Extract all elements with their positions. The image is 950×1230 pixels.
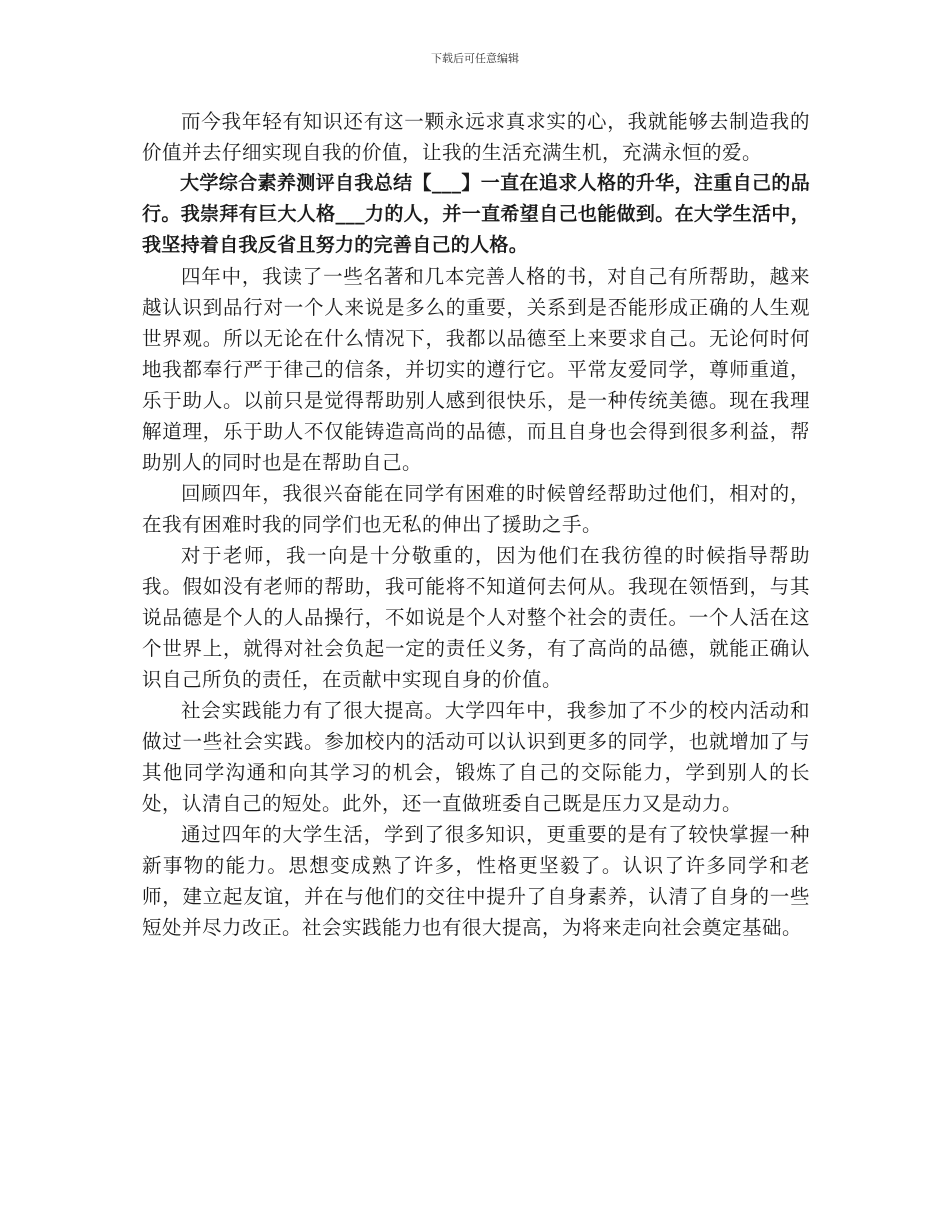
document-body [142,106,810,943]
paragraph-teachers: 对于老师，我一向是十分敬重的，因为他们在我彷徨的时候指导帮助我。假如没有老师的帮助，我可能将不知道何去何从。我现在领悟到，与其说品德是个人的人品操行，不如说是个人对整个社会的责任。一个人活在这个世界上，就得对社会负起一定的责任义务，有了高尚的品德，就能正确认识自己所负的责任，在贡献中实现自身的价值。 [142,544,810,691]
paragraph-intro: 而今我年轻有知识还有这一颗永远求真求实的心，我就能够去制造我的价值并去仔细实现自我的价值，让我的生活充满生机，充满永恒的爱。 [142,110,810,164]
page-header: 下载后可任意编辑 [431,52,519,65]
paragraph-bold-heading: 大学综合素养测评自我总结【___】一直在追求人格的升华，注重自己的品行。我崇拜有巨大人格___力的人，并一直希望自己也能做到。在大学生活中，我坚持着自我反省且努力的完善自己的人格。 [142,172,810,256]
paragraph-conclusion: 通过四年的大学生活，学到了很多知识，更重要的是有了较快掌握一种新事物的能力。思想变成熟了许多，性格更坚毅了。认识了许多同学和老师，建立起友谊，并在与他们的交往中提升了自身素养，认清了自身的一些短处并尽力改正。社会实践能力也有很大提高，为将来走向社会奠定基础。 [142,823,810,939]
paragraph-character: 四年中，我读了一些名著和几本完善人格的书，对自己有所帮助，越来越认识到品行对一个人来说是多么的重要，关系到是否能形成正确的人生观世界观。所以无论在什么情况下，我都以品德至上来要求自己。无论何时何地我都奉行严于律己的信条，并切实的遵行它。平常友爱同学，尊师重道，乐于助人。以前只是觉得帮助别人感到很快乐，是一种传统美德。现在我理解道理，乐于助人不仅能铸造高尚的品德，而且自身也会得到很多利益，帮助别人的同时也是在帮助自己。 [142,265,810,474]
paragraph-practice: 社会实践能力有了很大提高。大学四年中，我参加了不少的校内活动和做过一些社会实践。参加校内的活动可以认识到更多的同学，也就增加了与其他同学沟通和向其学习的机会，锻炼了自己的交际能力，学到别人的长处，认清自己的短处。此外，还一直做班委自己既是压力又是动力。 [142,699,810,815]
paragraph-review: 回顾四年，我很兴奋能在同学有困难的时候曾经帮助过他们，相对的，在我有困难时我的同学们也无私的伸出了援助之手。 [142,482,810,536]
